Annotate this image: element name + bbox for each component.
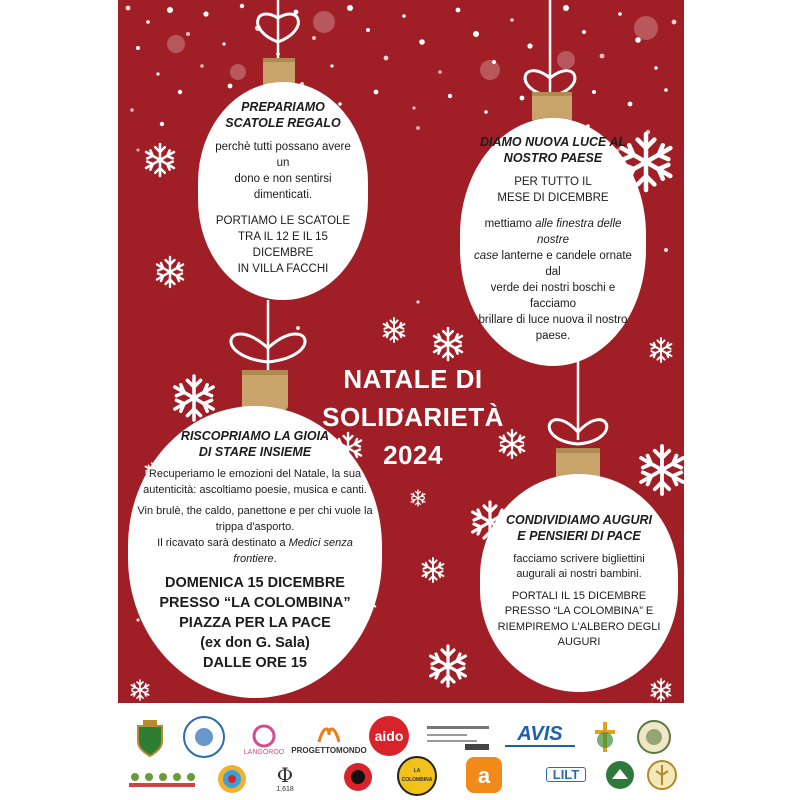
ornament-3-event-info (134, 573, 376, 673)
event-line: DALLE ORE 15 (203, 654, 307, 671)
orange-a-icon: a (466, 757, 502, 793)
event-line: (ex don G. Sala) (200, 634, 310, 651)
progetto-mondo-label: PROGETTOMONDO (291, 745, 367, 755)
ornament-4-hanger (549, 360, 607, 482)
colombina-logo (396, 755, 438, 797)
event-line: PRESSO “LA COLOMBINA” (159, 594, 351, 611)
text-line: Vin brulè, the caldo, panettone e per chi vuole la (137, 504, 373, 517)
text-span: mettiamo (484, 218, 536, 230)
text-line: verde dei nostri boschi e facciamo (490, 282, 616, 310)
text-line: brillare di luce nuova il nostro (478, 314, 628, 326)
parish-logo (586, 717, 624, 757)
ornament-3-title-line: RISCOPRIAMO LA GIOIA (180, 428, 330, 443)
ornament-2 (460, 118, 646, 366)
colorful-circle-logo (214, 761, 250, 797)
ornament-1-title (208, 99, 358, 131)
ornament-4-text (486, 552, 672, 651)
ornament-3-text (134, 466, 376, 567)
ornament-1-title-line: SCATOLE REGALO (225, 116, 341, 130)
text-line: RIEMPIREMO L'ALBERO DEGLI (497, 620, 661, 633)
aido-logo (368, 715, 410, 757)
lango-logo (238, 717, 290, 763)
text-line: autenticità: ascoltiamo poesie, musica e canti. (143, 483, 367, 496)
text-line (134, 535, 376, 567)
text-line: PER TUTTO IL (514, 176, 592, 188)
aido-label: aido (369, 716, 409, 756)
text-line: trippa d'asporto. (215, 520, 295, 533)
text-line: paese. (535, 330, 571, 342)
lilt-logo (534, 759, 598, 789)
text-line: Recuperiamo le emozioni del Natale, la sua (148, 467, 362, 480)
sponsor-logos (118, 703, 684, 800)
text-line: augurali ai nostri bambini. (516, 568, 642, 580)
kids-association-logo (122, 767, 202, 793)
wheat-seal-logo (644, 757, 680, 793)
phi-symbol: Φ (276, 762, 294, 787)
ornament-3-title (134, 428, 376, 460)
pro-loco-logo (178, 711, 230, 763)
main-title-line: NATALE DI (343, 364, 483, 394)
text-line: TRA IL 12 E IL 15 DICEMBRE (238, 231, 328, 259)
text-span: lanterne e candele ornate dal (498, 250, 632, 278)
ornament-1-text (208, 139, 358, 277)
ornament-4-title-line: E PENSIERI DI PACE (517, 528, 641, 543)
ornament-1 (198, 82, 368, 300)
ornament-3-title-line: DI STARE INSIEME (198, 444, 312, 459)
town-crest-logo (132, 719, 168, 759)
main-title-line: SOLIDARIETÀ (322, 402, 504, 432)
ornament-1-hanger (258, 0, 299, 88)
event-line: DOMENICA 15 DICEMBRE (165, 574, 345, 591)
text-span-italic: case (474, 250, 499, 262)
text-line (468, 216, 638, 248)
text-line: PRESSO “LA COLOMBINA” E (504, 605, 654, 617)
red-circle-logo (340, 759, 376, 795)
ornament-4-title (486, 512, 672, 544)
text-line: perchè tutti possano avere un (215, 141, 351, 169)
phi-logo (260, 761, 310, 797)
ornament-4-title-line: CONDIVIDIAMO AUGURI (505, 512, 653, 527)
text-line: AUGURI (557, 636, 601, 648)
ornament-3-hanger (231, 300, 305, 410)
cassa-logo (422, 719, 494, 755)
ornament-2-title-line: NOSTRO PAESE (503, 151, 603, 165)
text-line: facciamo scrivere bigliettini (513, 552, 645, 565)
colombina-label: LA COLOMBINA (397, 756, 437, 796)
ornament-4 (480, 474, 678, 692)
ornament-2-title (468, 134, 638, 166)
main-title-line: 2024 (383, 440, 443, 470)
poster-background (118, 0, 684, 800)
event-line: PIAZZA PER LA PACE (179, 614, 331, 631)
green-circle-logo (602, 757, 638, 793)
text-span: Il ricavato sarà destinato a (157, 536, 289, 549)
lango-label: LANGOROO (243, 748, 285, 756)
lilt-label: LILT (546, 767, 586, 782)
text-span: . (273, 552, 277, 565)
text-span-italic: Medici senza frontiere (233, 536, 353, 565)
avis-logo (498, 717, 582, 753)
text-line: IN VILLA FACCHI (237, 263, 329, 275)
text-line: MESE DI DICEMBRE (497, 192, 609, 204)
avis-underline (505, 745, 575, 747)
association-seal-logo (634, 717, 674, 757)
text-line: PORTIAMO LE SCATOLE (215, 215, 351, 227)
ornament-1-title-line: PREPARIAMO (241, 100, 325, 114)
phi-label: 1,618 (276, 785, 294, 793)
ornament-2-title-line: DIAMO NUOVA LUCE AL (479, 135, 627, 149)
ornament-2-text (468, 174, 638, 344)
progetto-mondo-logo (292, 717, 366, 761)
text-line (468, 248, 638, 280)
orange-a-logo (464, 755, 504, 795)
text-line: PORTALI IL 15 DICEMBRE (511, 589, 647, 602)
ornament-3 (128, 406, 382, 698)
text-span-italic: alle finestra delle nostre (535, 218, 622, 246)
avis-label: AVIS (517, 723, 563, 745)
text-line: dono e non sentirsi dimenticati. (234, 173, 332, 201)
